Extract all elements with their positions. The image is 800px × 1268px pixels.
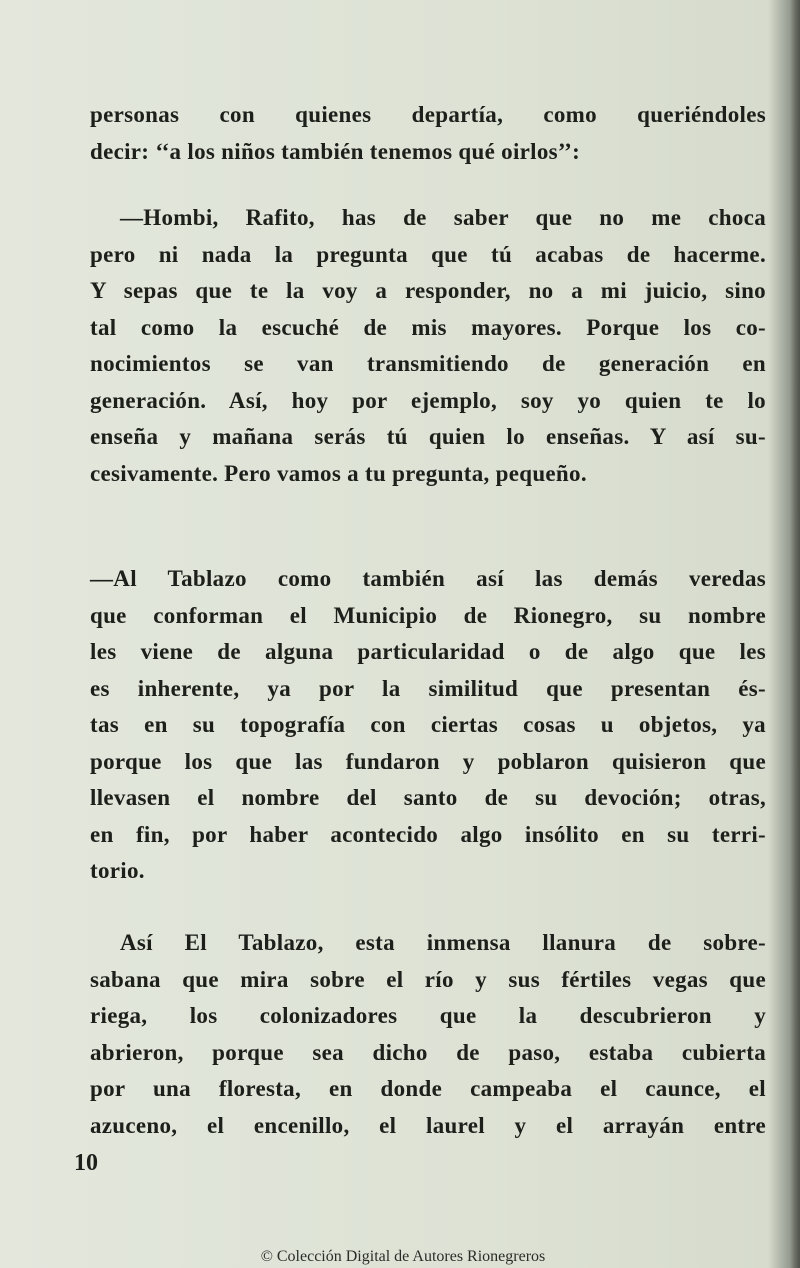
text-line: azuceno, el encenillo, el laurel y el arrayán entre <box>90 1112 766 1138</box>
text-line: riega, los colonizadores que la descubrieron y <box>90 1003 766 1028</box>
text-line: Y sepas que te la voy a responder, no a mi juicio, sino <box>90 278 766 303</box>
paragraph-3 <box>90 561 766 890</box>
paragraph-4 <box>90 925 766 1144</box>
text-line: decir: ‘‘a los niños también tenemos qué oirlos’’: <box>90 138 581 164</box>
text-line: porque los que las fundaron y poblaron quisieron que <box>90 748 766 774</box>
text-line: Así El Tablazo, esta inmensa llanura de sobre- <box>120 930 766 955</box>
text-line: tas en su topografía con ciertas cosas u objetos, ya <box>90 712 766 737</box>
text-line: que conforman el Municipio de Rionegro, su nombre <box>90 602 766 628</box>
text-line: abrieron, porque sea dicho de paso, estaba cubierta <box>90 1039 766 1065</box>
text-line: llevasen el nombre del santo de su devoción; otras, <box>90 785 766 810</box>
text-line: —Al Tablazo como también así las demás veredas <box>90 566 766 591</box>
text-line: les viene de alguna particularidad o de algo que les <box>90 639 766 664</box>
page-edge-shadow <box>790 0 800 1268</box>
text-line: nocimientos se van transmitiendo de generación en <box>90 351 766 376</box>
text-line: tal como la escuché de mis mayores. Porque los co- <box>90 314 766 340</box>
text-line: sabana que mira sobre el río y sus fértiles vegas que <box>90 966 766 992</box>
text-line: cesivamente. Pero vamos a tu pregunta, pequeño. <box>90 460 587 486</box>
text-line: —Hombi, Rafito, has de saber que no me choca <box>120 205 766 230</box>
paragraph-2 <box>90 200 766 492</box>
paragraph-1 <box>90 97 766 170</box>
text-line: personas con quienes departía, como queriéndoles <box>90 102 766 127</box>
text-line: torio. <box>90 858 145 883</box>
page-number: 10 <box>74 1150 98 1176</box>
text-line: pero ni nada la pregunta que tú acabas de hacerme. <box>90 241 766 267</box>
text-line: por una floresta, en donde campeaba el caunce, el <box>90 1076 766 1101</box>
text-line: enseña y mañana serás tú quien lo enseñas. Y así su- <box>90 424 766 449</box>
copyright-footer: © Colección Digital de Autores Rionegreros <box>260 1248 546 1265</box>
text-line: generación. Así, hoy por ejemplo, soy yo quien te lo <box>90 387 766 413</box>
text-line: en fin, por haber acontecido algo insólito en su terri- <box>90 821 766 847</box>
text-line: es inherente, ya por la similitud que presentan és- <box>90 675 766 701</box>
